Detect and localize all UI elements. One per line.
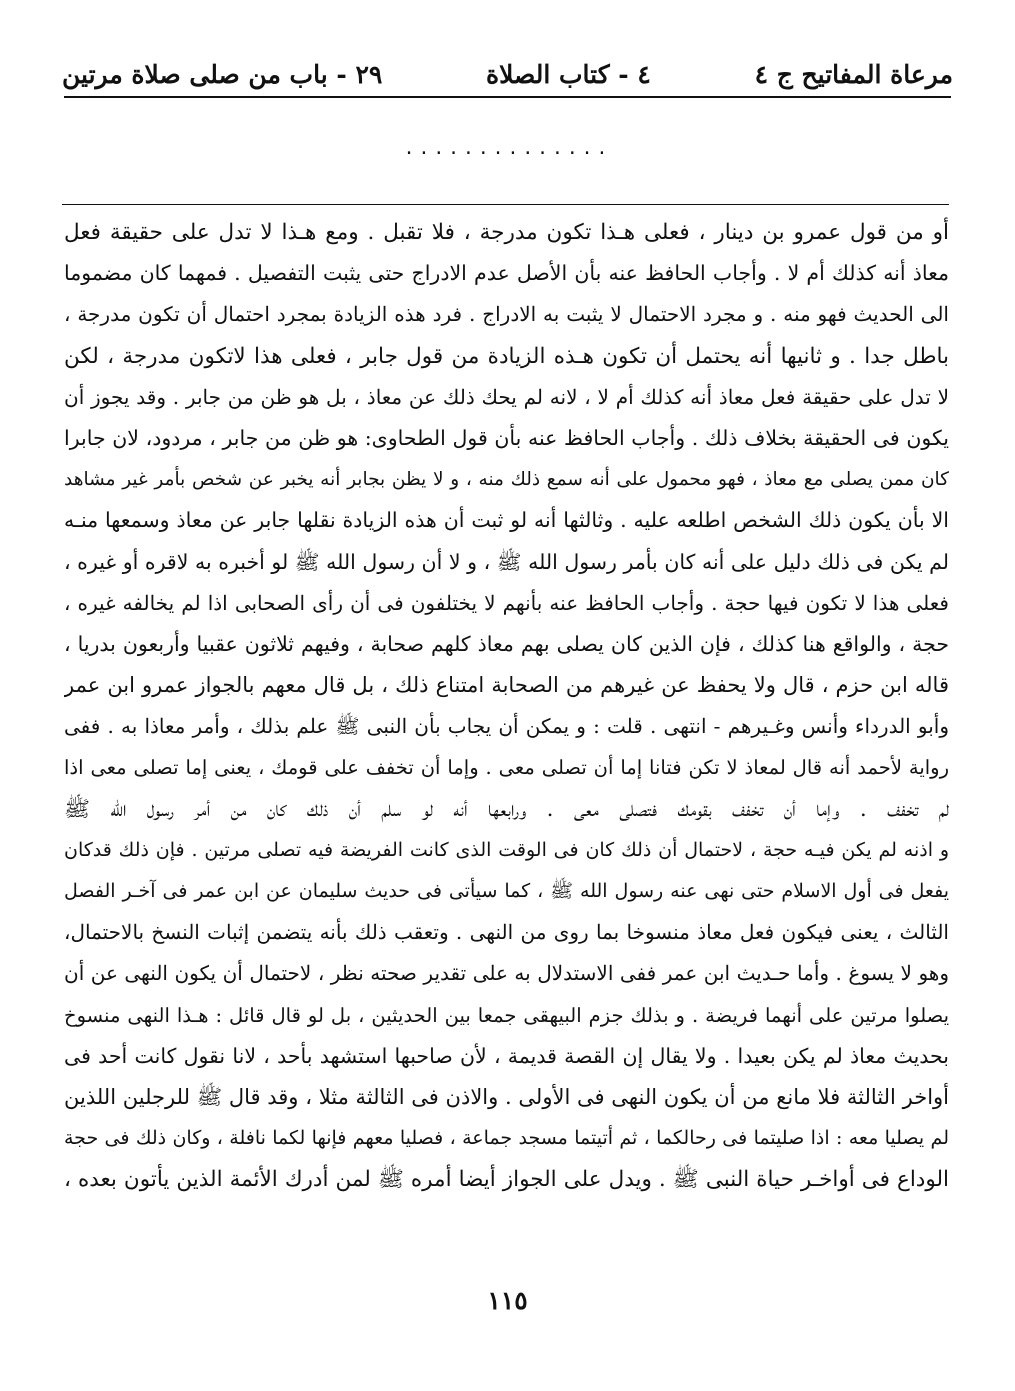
header-divider: [64, 96, 951, 98]
text-line: فعلى هذا لا تكون فيها حجة . وأجاب الحافظ عنه بأنهم لا يختلفون فى أن رأى الصحابى اذا لم يخالفه غيره ،: [64, 590, 949, 615]
header-book-title: مرعاة المفاتيح ج ٤: [754, 60, 953, 89]
text-line: لم يصليا معه : اذا صليتما فى رحالكما ، ثم أتيتما مسجد جماعة ، فصليا معهم فإنها لكما نافلة ، وكان ذلك فى حجة: [64, 1127, 949, 1150]
text-line: أو من قول عمرو بن دينار ، فعلى هـذا تكون مدرجة ، فلا تقبل . ومع هـذا لا تدل على حقيقة فعل: [64, 220, 949, 245]
text-line: حجة ، والواقع هنا كذلك ، فإن الذين كان يصلى بهم معاذ كلهم صحابة ، وفيهم ثلاثون عقبيا وأربعون بدريا ،: [64, 631, 949, 656]
section-ornament: ..............: [403, 138, 612, 159]
text-line: بحديث معاذ لم يكن بعيدا . ولا يقال إن القصة قديمة ، لأن صاحبها استشهد بأحد ، لانا نقول كانت أحد فى: [64, 1043, 949, 1068]
header-chapter: ٤ - كتاب الصلاة: [486, 60, 651, 89]
text-line: أواخر الثالثة فلا مانع من أن يكون النهى فى الأولى . والاذن فى الثالثة مثلا ، وقد قال ﷺ للرجلين اللذين: [64, 1084, 949, 1109]
body-divider: [62, 204, 949, 205]
text-line: لا تدل على حقيقة فعل معاذ أنه كذلك أم لا ، لانه لم يحك ذلك عن معاذ ، بل هو ظن من جابر . وقد يجوز أن: [64, 384, 949, 409]
text-line: قاله ابن حزم ، قال ولا يحفظ عن غيرهم من الصحابة امتناع ذلك ، بل قال معهم بالجواز عمرو ابن عمر: [64, 673, 949, 698]
text-line: و اذنه لم يكن فيـه حجة ، لاحتمال أن ذلك كان فى الوقت الذى كانت الفريضة فيه تصلى مرتين . فإن ذلك قدكان: [64, 838, 949, 861]
text-line: لم تخفف . وإما أن تخفف بقومك فتصلى معى . ورابعها أنه لو سلم أن ذلك كان من أمر رسول الله ﷺ: [64, 796, 949, 822]
text-line: وأبو الدرداء وأنس وغـيرهم - انتهى . قلت : و يمكن أن يجاب بأن النبى ﷺ علم بذلك ، وأمر معاذا به . ففى: [64, 714, 949, 739]
text-line: الى الحديث فهو منه . و مجرد الاحتمال لا يثبت به الادراج . فرد هذه الزيادة بمجرد احتمال أن تكون مدرجة ،: [64, 302, 949, 327]
text-line: الوداع فى أواخـر حياة النبى ﷺ . ويدل على الجواز أيضا أمره ﷺ لمن أدرك الأئمة الذين يأتون بعده ،: [64, 1167, 949, 1193]
text-line: لم يكن فى ذلك دليل على أنه كان بأمر رسول الله ﷺ ، و لا أن رسول الله ﷺ لو أخبره به لاقره أو غيره ،: [64, 549, 949, 574]
text-line: يصلوا مرتين على أنهما فريضة . و بذلك جزم البيهقى جمعا بين الحديثين ، بل لو قال قائل : هـذا النهى منسوخ: [64, 1003, 949, 1027]
text-line: باطل جدا . و ثانيها أنه يحتمل أن تكون هـذه الزيادة من قول جابر ، فعلى هذا لاتكون مدرجة ، لكن: [64, 343, 949, 369]
text-line: وهو لا يسوغ . وأما حـديث ابن عمر ففى الاستدلال به على تقدير صحته نظر ، لاحتمال أن يكون النهى عن أن: [64, 961, 949, 986]
text-line: يفعل فى أول الاسلام حتى نهى عنه رسول الله ﷺ ، كما سيأتى فى حديث سليمان عن ابن عمر فى آخـر الفصل: [64, 880, 949, 902]
page-number: ١١٥: [487, 1286, 528, 1315]
body-text: [64, 212, 949, 1201]
text-line: يكون فى الحقيقة بخلاف ذلك . وأجاب الحافظ عنه بأن قول الطحاوى: هو ظن من جابر ، مردود، لان جابرا: [64, 425, 949, 450]
running-header: [62, 52, 953, 92]
text-line: الثالث ، يعنى فيكون فعل معاذ منسوخا بما روى من النهى . وتعقب ذلك بأنه يتضمن إثبات النسخ بالاحتمال،: [64, 920, 949, 945]
text-line: كان ممن يصلى مع معاذ ، فهو محمول على أنه سمع ذلك منه ، و لا يظن بجابر أنه يخبر عن شخص بأمر غير مشاهد: [64, 469, 949, 491]
text-line: معاذ أنه كذلك أم لا . وأجاب الحافظ عنه بأن الأصل عدم الادراج حتى يثبت التفصيل . فمهما كان مضموما: [64, 261, 949, 286]
text-line: الا بأن يكون ذلك الشخص اطلعه عليه . وثالثها أنه لو ثبت أن هذه الزيادة نقلها جابر عن معاذ وسمعها منـه: [64, 508, 949, 533]
header-section: ٢٩ - باب من صلى صلاة مرتين: [62, 60, 383, 89]
text-line: رواية لأحمد أنه قال لمعاذ لا تكن فتانا إما أن تصلى معى . وإما أن تخفف على قومك ، يعنى إما تصلى معى اذا: [64, 756, 949, 780]
